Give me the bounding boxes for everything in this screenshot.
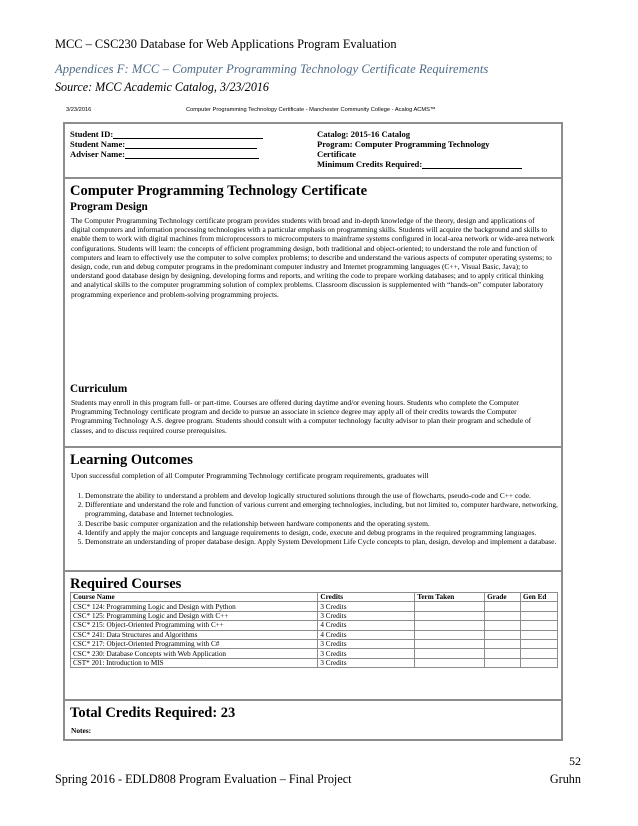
min-credits-line xyxy=(317,159,557,169)
required-courses-heading: Required Courses xyxy=(70,576,182,592)
student-fields xyxy=(70,129,263,159)
program-name: Program: Computer Programming Technology xyxy=(317,139,490,149)
table-row xyxy=(71,621,558,630)
grade-cell[interactable] xyxy=(485,630,521,639)
learning-outcomes-heading: Learning Outcomes xyxy=(70,452,193,468)
table-row xyxy=(71,639,558,648)
gen-ed-cell[interactable] xyxy=(521,649,558,658)
list-item: 5. Demonstrate an understanding of proper database design. Apply System Development Life Cycle concepts to plan, design, develop and implement a database. xyxy=(85,537,567,546)
adviser-name-label: Adviser Name: xyxy=(70,149,125,159)
list-item: 1. Demonstrate the ability to understand a problem and develop logically structured solutions through the use of flowcharts, pseudo-code and C++ code. xyxy=(85,491,567,500)
term-cell[interactable] xyxy=(415,639,485,648)
list-item: 4. Identify and apply the major concepts and language requirements to design, code, execute and debug programs in the required programming languages. xyxy=(85,528,567,537)
course-credits: 3 Credits xyxy=(318,658,415,667)
course-credits: 3 Credits xyxy=(318,649,415,658)
adviser-name-field[interactable] xyxy=(125,150,259,159)
table-header-row xyxy=(71,593,558,602)
appendix-source: Source: MCC Academic Catalog, 3/23/2016 xyxy=(55,80,269,94)
grade-cell[interactable] xyxy=(485,639,521,648)
list-item: 2. Differentiate and understand the role and function of various current and emerging technologies, including, but not limited to, computer hardware, networking, programming, database and Internet technologies. xyxy=(85,500,567,518)
term-cell[interactable] xyxy=(415,621,485,630)
running-header: MCC – CSC230 Database for Web Applications Program Evaluation xyxy=(55,37,397,51)
grade-cell[interactable] xyxy=(485,611,521,620)
student-id-line xyxy=(70,129,263,139)
course-name: CSC* 217: Object-Oriented Programming with C# xyxy=(71,639,318,648)
learning-outcomes-list xyxy=(71,491,567,546)
course-name: CSC* 125: Programming Logic and Design with C++ xyxy=(71,611,318,620)
program-design-text: The Computer Programming Technology certificate program provides students with broad and in-depth knowledge of the theory, design and applications of digital computers and information processing technologies with a particular emphasis on programming skills. Students will acquire the background and skills to enable them to work with digital machines from microprocessors to microcomputers to mainframe systems configured in local-area network or wide-area network configurations. Students will learn: the concepts of efficient programming design, both traditional and object-oriented; to understand the role and function of computers and learn to effectively use the computer to solve complex problems; to describe and understand the various aspects of computer operating systems; to design, code, run and debug computer programs in the predominant computer industry and Internet programming languages (C++, Visual Basic, Java); to understand good database design by designing, developing forms and reports, and writing the code to prepare working databases; and to apply critical thinking and analytical skills to the computer programming solution of complex problems. Classroom discussion is supplemented with “hands-on” computer laboratory programming experience and problem-solving programming projects. xyxy=(71,216,555,299)
term-cell[interactable] xyxy=(415,602,485,611)
gen-ed-cell[interactable] xyxy=(521,621,558,630)
appendix-title: Appendices F: MCC – Computer Programming Technology Certificate Requirements xyxy=(55,62,489,76)
catalog-year: Catalog: 2015-16 Catalog xyxy=(317,129,411,139)
gen-ed-cell[interactable] xyxy=(521,602,558,611)
adviser-name-line xyxy=(70,149,263,159)
program-name-cont: Certificate xyxy=(317,149,357,159)
learning-outcomes-intro: Upon successful completion of all Computer Programming Technology certificate program requirements, graduates will xyxy=(71,471,429,480)
term-cell[interactable] xyxy=(415,630,485,639)
required-courses-section xyxy=(65,572,561,701)
footer-left: Spring 2016 - EDLD808 Program Evaluation – Final Project xyxy=(55,772,352,786)
student-name-field[interactable] xyxy=(125,140,257,149)
courses-table xyxy=(70,592,558,668)
col-gen-ed: Gen Ed xyxy=(521,593,558,602)
gen-ed-cell[interactable] xyxy=(521,639,558,648)
course-name: CSC* 124: Programming Logic and Design with Python xyxy=(71,602,318,611)
footer-right: Gruhn xyxy=(549,772,581,786)
table-row xyxy=(71,630,558,639)
course-name: CST* 201: Introduction to MIS xyxy=(71,658,318,667)
col-term-taken: Term Taken xyxy=(415,593,485,602)
term-cell[interactable] xyxy=(415,649,485,658)
term-cell[interactable] xyxy=(415,611,485,620)
course-name: CSC* 215: Object-Oriented Programming with C++ xyxy=(71,621,318,630)
course-credits: 3 Credits xyxy=(318,602,415,611)
grade-cell[interactable] xyxy=(485,649,521,658)
min-credits-label: Minimum Credits Required: xyxy=(317,159,423,169)
table-row xyxy=(71,658,558,667)
gen-ed-cell[interactable] xyxy=(521,658,558,667)
gen-ed-cell[interactable] xyxy=(521,611,558,620)
table-row xyxy=(71,611,558,620)
program-design-heading: Program Design xyxy=(70,201,148,213)
total-credits-section xyxy=(65,701,561,739)
course-name: CSC* 230: Database Concepts with Web Application xyxy=(71,649,318,658)
catalog-info xyxy=(317,129,557,169)
course-name: CSC* 241: Data Structures and Algorithms xyxy=(71,630,318,639)
list-item: 3. Describe basic computer organization and the relationship between hardware components and the operating system. xyxy=(85,519,567,528)
course-credits: 3 Credits xyxy=(318,611,415,620)
program-description-section xyxy=(65,179,561,448)
table-row xyxy=(71,649,558,658)
student-info-section xyxy=(65,124,561,179)
grade-cell[interactable] xyxy=(485,602,521,611)
course-credits: 4 Credits xyxy=(318,621,415,630)
student-id-label: Student ID: xyxy=(70,129,114,139)
col-credits: Credits xyxy=(318,593,415,602)
student-name-line xyxy=(70,139,263,149)
certificate-title: Computer Programming Technology Certificate xyxy=(70,183,368,199)
gen-ed-cell[interactable] xyxy=(521,630,558,639)
col-course-name: Course Name xyxy=(71,593,318,602)
student-name-label: Student Name: xyxy=(70,139,126,149)
term-cell[interactable] xyxy=(415,658,485,667)
course-credits: 3 Credits xyxy=(318,639,415,648)
certificate-worksheet xyxy=(63,122,563,741)
print-date: 3/23/2016 xyxy=(66,107,92,113)
min-credits-field[interactable] xyxy=(422,160,522,169)
curriculum-heading: Curriculum xyxy=(70,383,128,395)
table-row xyxy=(71,602,558,611)
grade-cell[interactable] xyxy=(485,658,521,667)
page-number: 52 xyxy=(569,754,581,768)
student-id-field[interactable] xyxy=(113,130,263,139)
course-credits: 4 Credits xyxy=(318,630,415,639)
print-title: Computer Programming Technology Certificate - Manchester Community College - Acalog ACMS™ xyxy=(186,107,436,113)
total-credits-heading: Total Credits Required: 23 xyxy=(70,705,236,721)
grade-cell[interactable] xyxy=(485,621,521,630)
notes-label: Notes: xyxy=(71,726,92,735)
curriculum-text: Students may enroll in this program full- or part-time. Courses are offered during daytime and/or evening hours. Students who complete the Computer Programming Technology certificate program and decide to pursue an associate in science degree may apply all of their credits towards the Computer Programming Technology A.S. degree program. Students should consult with a computer technology faculty advisor to plan their program and schedule of classes, and to discuss required course prerequisites. xyxy=(71,398,532,435)
col-grade: Grade xyxy=(485,593,521,602)
learning-outcomes-section xyxy=(65,448,561,572)
